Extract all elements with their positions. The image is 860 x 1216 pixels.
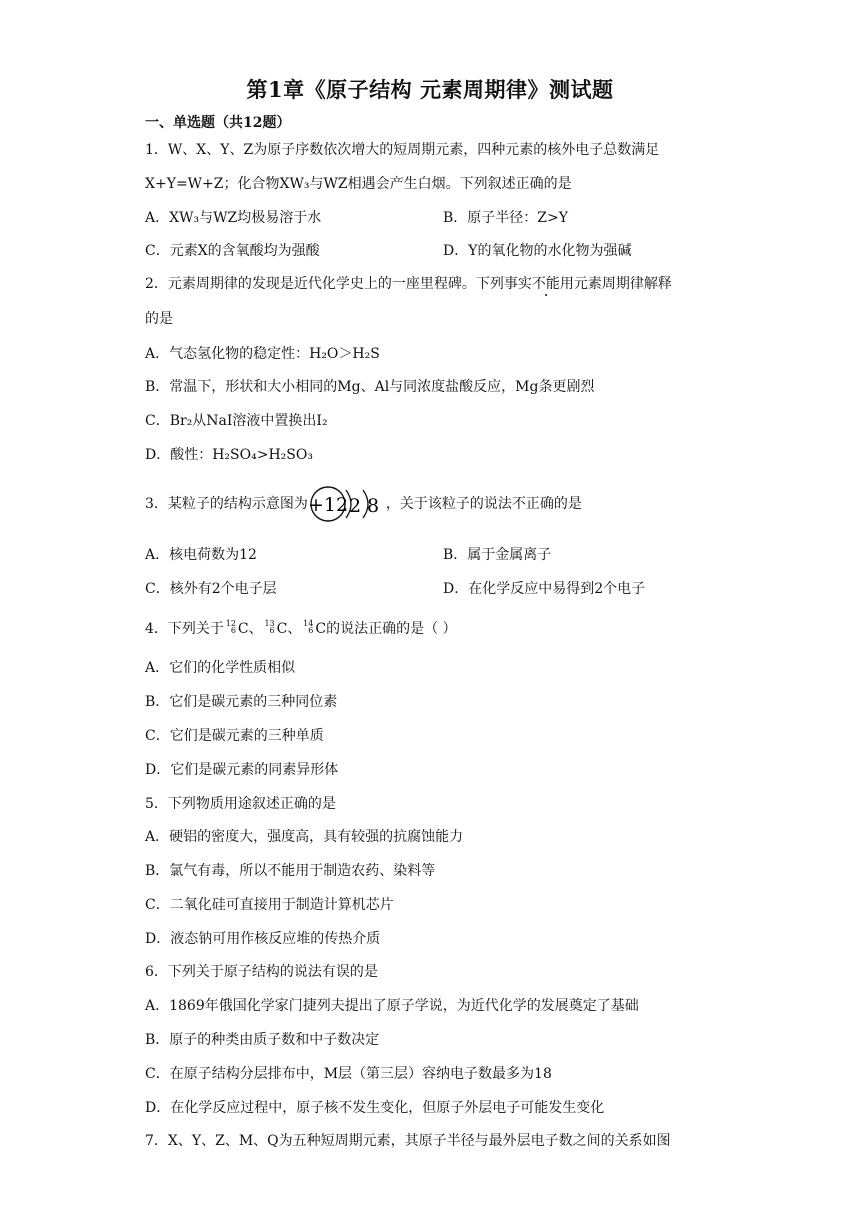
q5-stem: 5．下列物质用途叙述正确的是 — [145, 796, 336, 812]
q3-option-c: C．核外有2个电子层 — [145, 581, 277, 597]
q6-option-b: B．原子的种类由质子数和中子数决定 — [145, 1032, 380, 1048]
q3-stem-post: ，关于该粒子的说法不正确的是 — [385, 496, 582, 512]
shell1-electrons: 2 — [348, 495, 361, 517]
q3-stem-pre: 3．某粒子的结构示意图为 — [145, 496, 308, 512]
page-title: 第1章《原子结构 元素周期律》测试题 — [246, 77, 614, 102]
atom-structure-diagram — [308, 484, 386, 524]
q4-option-a: A．它们的化学性质相似 — [145, 660, 296, 676]
section-heading: 一、单选题（共12题） — [145, 115, 291, 131]
q2-stem-emphasis: 不能 — [531, 276, 560, 292]
q5-option-c: C．二氧化硅可直接用于制造计算机芯片 — [145, 897, 394, 913]
q5-option-a: A．硬铝的密度大，强度高，具有较强的抗腐蚀能力 — [145, 829, 464, 845]
q2-option-d: D．酸性：H₂SO₄>H₂SO₃ — [145, 447, 313, 463]
q4-option-b: B．它们是碳元素的三种同位素 — [145, 694, 338, 710]
q6-option-a: A．1869年俄国化学家门捷列夫提出了原子学说，为近代化学的发展奠定了基础 — [145, 998, 639, 1014]
q4-stem-post: 的说法正确的是（ ） — [326, 621, 457, 637]
q2-option-c: C．Br₂从NaI溶液中置换出I₂ — [145, 413, 328, 429]
q4-stem: 4．下列关于 12 6 C、 13 6 C、 14 6 C的说法正确的是（ ） — [145, 619, 457, 637]
q3-option-b: B．属于金属离子 — [443, 547, 552, 563]
isotope-c14: 14 6 — [303, 619, 314, 635]
shell2-electrons: 8 — [366, 495, 379, 517]
nucleus-charge: +12 — [307, 494, 348, 516]
q3-option-a: A．核电荷数为12 — [145, 547, 257, 563]
q1-option-d: D．Y的氧化物的水化物为强碱 — [443, 243, 632, 259]
q4-option-c: C．它们是碳元素的三种单质 — [145, 728, 324, 744]
q7-stem: 7．X、Y、Z、M、Q为五种短周期元素，其原子半径与最外层电子数之间的关系如图 — [145, 1133, 671, 1149]
q2-stem-pre: 2．元素周期律的发现是近代化学史上的一座里程碑。下列事实 — [145, 276, 532, 292]
q6-option-d: D．在化学反应过程中，原子核不发生变化，但原子外层电子可能发生变化 — [145, 1100, 605, 1116]
q1-stem-line2: X+Y=W+Z；化合物XW₃与WZ相遇会产生白烟。下列叙述正确的是 — [145, 176, 572, 192]
q3-stem — [145, 484, 582, 524]
q6-stem: 6．下列关于原子结构的说法有误的是 — [145, 964, 378, 980]
q1-stem-line1: 1．W、X、Y、Z为原子序数依次增大的短周期元素，四种元素的核外电子总数满足 — [145, 142, 660, 158]
q6-option-c: C．在原子结构分层排布中，M层（第三层）容纳电子数最多为18 — [145, 1066, 552, 1082]
isotope-c12: 12 6 — [225, 619, 236, 635]
q4-option-d: D．它们是碳元素的同素异形体 — [145, 762, 339, 778]
q2-stem-line1 — [145, 275, 672, 293]
q2-option-b: B．常温下，形状和大小相同的Mg、Al与同浓度盐酸反应，Mg条更剧烈 — [145, 379, 595, 395]
q2-stem-line2: 的是 — [145, 311, 173, 327]
q5-option-d: D．液态钠可用作核反应堆的传热介质 — [145, 931, 381, 947]
q2-option-a: A．气态氢化物的稳定性：H₂O＞H₂S — [145, 346, 380, 362]
q1-option-b: B．原子半径：Z>Y — [443, 210, 568, 226]
q1-option-a: A．XW₃与WZ均极易溶于水 — [145, 210, 322, 226]
q1-option-c: C．元素X的含氧酸均为强酸 — [145, 243, 320, 259]
q2-stem-post: 用元素周期律解释 — [559, 276, 672, 292]
q4-stem-pre: 4．下列关于 — [145, 621, 224, 637]
q5-option-b: B．氯气有毒，所以不能用于制造农药、染料等 — [145, 863, 436, 879]
q3-option-d: D．在化学反应中易得到2个电子 — [443, 581, 646, 597]
isotope-c13: 13 6 — [264, 619, 275, 635]
